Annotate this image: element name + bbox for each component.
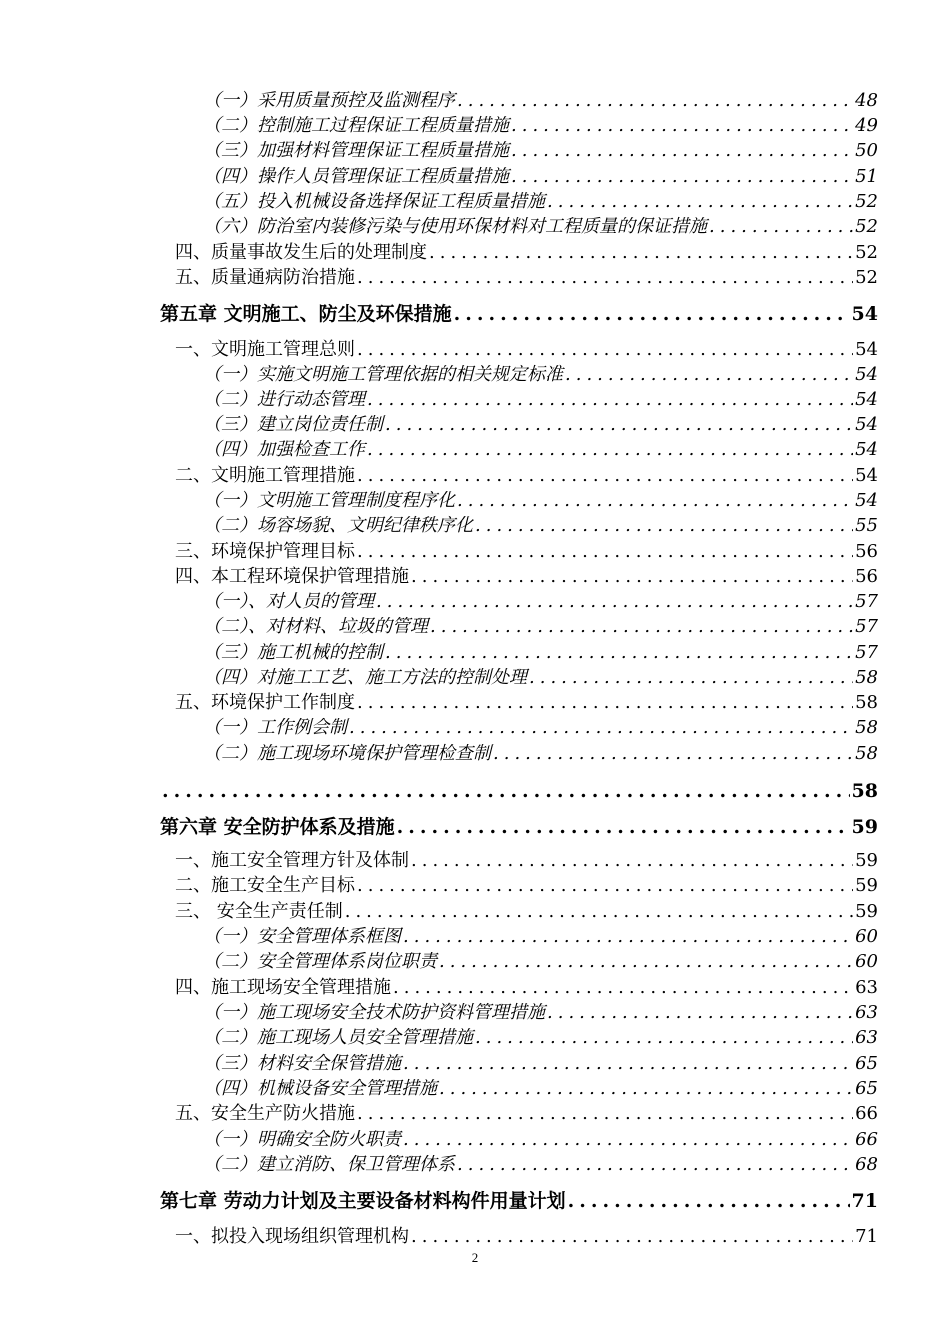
toc-entry[interactable] bbox=[175, 463, 878, 487]
toc-entry-label: （三）材料安全保管措施 bbox=[203, 1053, 401, 1074]
dot-leader bbox=[493, 743, 853, 765]
dot-leader bbox=[349, 717, 853, 739]
dot-leader bbox=[475, 515, 853, 537]
toc-entry[interactable] bbox=[203, 1025, 878, 1049]
toc-entry[interactable] bbox=[203, 362, 878, 386]
toc-entry-page: 57 bbox=[855, 591, 878, 612]
dot-leader bbox=[411, 566, 853, 588]
dot-leader bbox=[397, 816, 850, 838]
toc-entry-page: 54 bbox=[855, 364, 878, 385]
toc-entry-label: 三、 安全生产责任制 bbox=[175, 901, 343, 922]
toc-entry-label: 四、本工程环境保护管理措施 bbox=[175, 566, 409, 587]
toc-entry-label: （二）建立消防、保卫管理体系 bbox=[203, 1154, 455, 1175]
toc-entry-label: （三）建立岗位责任制 bbox=[203, 414, 383, 435]
toc-entry-label: 五、质量通病防治措施 bbox=[175, 267, 355, 288]
toc-entry-label: （二）场容场貌、文明纪律秩序化 bbox=[203, 515, 473, 536]
toc-entry-page: 71 bbox=[851, 1190, 878, 1212]
toc-entry-page: 54 bbox=[855, 465, 878, 486]
toc-entry-page: 49 bbox=[855, 115, 878, 136]
dot-leader bbox=[357, 339, 853, 361]
toc-entry-page: 71 bbox=[855, 1226, 878, 1247]
toc-entry-label: （四）操作人员管理保证工程质量措施 bbox=[203, 166, 509, 187]
toc-entry[interactable] bbox=[175, 899, 878, 923]
toc-entry[interactable] bbox=[203, 164, 878, 188]
toc-entry-label: 一、文明施工管理总则 bbox=[175, 339, 355, 360]
toc-entry[interactable] bbox=[160, 301, 878, 325]
toc-entry[interactable] bbox=[203, 614, 878, 638]
toc-entry[interactable] bbox=[203, 113, 878, 137]
toc-entry-label: （一）实施文明施工管理依据的相关规定标准 bbox=[203, 364, 563, 385]
toc-entry-page: 59 bbox=[851, 816, 878, 838]
toc-entry-page: 56 bbox=[855, 566, 878, 587]
toc-entry[interactable] bbox=[160, 778, 878, 802]
toc-entry[interactable] bbox=[203, 1051, 878, 1075]
toc-entry[interactable] bbox=[203, 513, 878, 537]
toc-entry-page: 54 bbox=[855, 339, 878, 360]
toc-entry[interactable] bbox=[175, 265, 878, 289]
toc-entry-label: （五）投入机械设备选择保证工程质量措施 bbox=[203, 191, 545, 212]
toc-entry-label: 三、环境保护管理目标 bbox=[175, 541, 355, 562]
toc-entry-page: 51 bbox=[855, 166, 878, 187]
toc-entry[interactable] bbox=[203, 88, 878, 112]
toc-entry-page: 52 bbox=[855, 242, 878, 263]
toc-entry-label: 第六章 安全防护体系及措施 bbox=[160, 816, 395, 838]
toc-entry-page: 55 bbox=[855, 515, 878, 536]
toc-entry[interactable] bbox=[175, 337, 878, 361]
dot-leader bbox=[357, 465, 853, 487]
toc-entry-label: （三）施工机械的控制 bbox=[203, 642, 383, 663]
toc-entry[interactable] bbox=[203, 412, 878, 436]
toc-entry-label: 第七章 劳动力计划及主要设备材料构件用量计划 bbox=[160, 1190, 566, 1212]
dot-leader bbox=[439, 951, 853, 973]
toc-entry-label: （一）采用质量预控及监测程序 bbox=[203, 90, 455, 111]
toc-entry-page: 58 bbox=[851, 780, 878, 802]
toc-entry-label: （一）安全管理体系框图 bbox=[203, 926, 401, 947]
dot-leader bbox=[568, 1190, 850, 1212]
toc-entry[interactable] bbox=[203, 214, 878, 238]
toc-entry-label: （一）施工现场安全技术防护资料管理措施 bbox=[203, 1002, 545, 1023]
dot-leader bbox=[403, 1129, 853, 1151]
toc-entry-label: 四、施工现场安全管理措施 bbox=[175, 977, 391, 998]
toc-entry-label: （二）进行动态管理 bbox=[203, 389, 365, 410]
toc-entry[interactable] bbox=[203, 640, 878, 664]
toc-entry-label: （一）明确安全防火职责 bbox=[203, 1129, 401, 1150]
toc-entry-page: 59 bbox=[855, 901, 878, 922]
dot-leader bbox=[345, 901, 853, 923]
dot-leader bbox=[547, 191, 853, 213]
dot-leader bbox=[457, 490, 853, 512]
toc-entry-page: 66 bbox=[855, 1129, 878, 1150]
toc-entry-page: 57 bbox=[855, 616, 878, 637]
toc-entry-label: （二）控制施工过程保证工程质量措施 bbox=[203, 115, 509, 136]
dot-leader bbox=[403, 1053, 853, 1075]
dot-leader bbox=[454, 303, 850, 325]
toc-entry-page: 59 bbox=[855, 850, 878, 871]
dot-leader bbox=[162, 780, 850, 802]
dot-leader bbox=[357, 692, 853, 714]
toc-entry-page: 54 bbox=[851, 303, 878, 325]
toc-entry[interactable] bbox=[175, 1101, 878, 1125]
dot-leader bbox=[411, 850, 853, 872]
toc-entry[interactable] bbox=[203, 665, 878, 689]
toc-entry[interactable] bbox=[203, 488, 878, 512]
toc-entry[interactable] bbox=[203, 1127, 878, 1151]
dot-leader bbox=[511, 166, 853, 188]
toc-entry-label: 二、文明施工管理措施 bbox=[175, 465, 355, 486]
toc-entry-page: 52 bbox=[855, 267, 878, 288]
toc-entry-page: 66 bbox=[855, 1103, 878, 1124]
toc-entry-page: 65 bbox=[855, 1078, 878, 1099]
toc-entry-label: （三）加强材料管理保证工程质量措施 bbox=[203, 140, 509, 161]
dot-leader bbox=[385, 642, 853, 664]
toc-entry-page: 57 bbox=[855, 642, 878, 663]
toc-entry[interactable] bbox=[160, 1188, 878, 1212]
toc-entry-page: 54 bbox=[855, 439, 878, 460]
dot-leader bbox=[385, 414, 853, 436]
toc-entry[interactable] bbox=[160, 814, 878, 838]
toc-entry-page: 60 bbox=[855, 926, 878, 947]
toc-entry-label: 一、施工安全管理方针及体制 bbox=[175, 850, 409, 871]
toc-entry-label: （二）安全管理体系岗位职责 bbox=[203, 951, 437, 972]
toc-entry[interactable] bbox=[203, 589, 878, 613]
toc-entry-label: （一）工作例会制 bbox=[203, 717, 347, 738]
dot-leader bbox=[511, 140, 853, 162]
toc-entry[interactable] bbox=[203, 387, 878, 411]
toc-entry-page: 60 bbox=[855, 951, 878, 972]
toc-entry-label: 一、拟投入现场组织管理机构 bbox=[175, 1226, 409, 1247]
toc-entry-label: （四）对施工工艺、施工方法的控制处理 bbox=[203, 667, 527, 688]
dot-leader bbox=[376, 591, 853, 613]
dot-leader bbox=[457, 90, 853, 112]
toc-entry[interactable] bbox=[203, 715, 878, 739]
toc-entry[interactable] bbox=[203, 741, 878, 765]
toc-entry-page: 63 bbox=[855, 1027, 878, 1048]
toc-entry-label: 四、质量事故发生后的处理制度 bbox=[175, 242, 427, 263]
dot-leader bbox=[403, 926, 853, 948]
dot-leader bbox=[511, 115, 853, 137]
toc-entry-page: 59 bbox=[855, 875, 878, 896]
dot-leader bbox=[475, 1027, 853, 1049]
dot-leader bbox=[565, 364, 853, 386]
dot-leader bbox=[367, 439, 853, 461]
dot-leader bbox=[547, 1002, 853, 1024]
dot-leader bbox=[529, 667, 853, 689]
toc-entry-page: 65 bbox=[855, 1053, 878, 1074]
toc-entry-page: 56 bbox=[855, 541, 878, 562]
toc-entry-label: 五、环境保护工作制度 bbox=[175, 692, 355, 713]
toc-entry-label: 五、安全生产防火措施 bbox=[175, 1103, 355, 1124]
toc-entry-page: 54 bbox=[855, 490, 878, 511]
toc-entry[interactable] bbox=[203, 138, 878, 162]
toc-entry[interactable] bbox=[175, 1224, 878, 1248]
dot-leader bbox=[439, 1078, 853, 1100]
toc-entry-label: （四）机械设备安全管理措施 bbox=[203, 1078, 437, 1099]
toc-entry-page: 58 bbox=[855, 743, 878, 764]
dot-leader bbox=[357, 875, 853, 897]
dot-leader bbox=[393, 977, 853, 999]
dot-leader bbox=[357, 1103, 853, 1125]
toc-entry-label: （四）加强检查工作 bbox=[203, 439, 365, 460]
toc-entry-label: （一）、对人员的管理 bbox=[203, 591, 374, 612]
toc-entry[interactable] bbox=[175, 975, 878, 999]
toc-entry-page: 52 bbox=[855, 191, 878, 212]
page-number: 2 bbox=[471, 1250, 479, 1265]
toc-entry-page: 58 bbox=[855, 692, 878, 713]
toc-entry-label: （二）施工现场环境保护管理检查制 bbox=[203, 743, 491, 764]
toc-entry-page: 63 bbox=[855, 977, 878, 998]
dot-leader bbox=[367, 389, 853, 411]
toc-entry-page: 50 bbox=[855, 140, 878, 161]
toc-entry-label: （一）文明施工管理制度程序化 bbox=[203, 490, 455, 511]
toc-entry[interactable] bbox=[203, 1076, 878, 1100]
toc-entry-label: （二）、对材料、垃圾的管理 bbox=[203, 616, 428, 637]
dot-leader bbox=[357, 267, 853, 289]
toc-entry[interactable] bbox=[175, 539, 878, 563]
toc-entry-label: 二、施工安全生产目标 bbox=[175, 875, 355, 896]
toc-entry[interactable] bbox=[203, 1000, 878, 1024]
toc-entry-label: （二）施工现场人员安全管理措施 bbox=[203, 1027, 473, 1048]
toc-entry[interactable] bbox=[175, 848, 878, 872]
toc-entry[interactable] bbox=[203, 437, 878, 461]
toc-entry[interactable] bbox=[203, 949, 878, 973]
toc-entry[interactable] bbox=[203, 1152, 878, 1176]
toc-entry-page: 48 bbox=[855, 90, 878, 111]
dot-leader bbox=[411, 1226, 853, 1248]
toc-entry[interactable] bbox=[203, 189, 878, 213]
dot-leader bbox=[429, 242, 853, 264]
toc-entry-page: 58 bbox=[855, 667, 878, 688]
dot-leader bbox=[430, 616, 853, 638]
dot-leader bbox=[709, 216, 853, 238]
toc-entry-label: （六）防治室内装修污染与使用环保材料对工程质量的保证措施 bbox=[203, 216, 707, 237]
toc-entry-page: 52 bbox=[855, 216, 878, 237]
toc-entry[interactable] bbox=[175, 564, 878, 588]
dot-leader bbox=[457, 1154, 853, 1176]
dot-leader bbox=[357, 541, 853, 563]
toc-entry[interactable] bbox=[175, 873, 878, 897]
toc-entry[interactable] bbox=[175, 240, 878, 264]
toc-entry-page: 54 bbox=[855, 414, 878, 435]
toc-entry-page: 54 bbox=[855, 389, 878, 410]
toc-entry-label: 第五章 文明施工、防尘及环保措施 bbox=[160, 303, 452, 325]
toc-entry[interactable] bbox=[203, 924, 878, 948]
toc-entry-page: 63 bbox=[855, 1002, 878, 1023]
toc-entry[interactable] bbox=[175, 690, 878, 714]
toc-entry-page: 58 bbox=[855, 717, 878, 738]
toc-entry-page: 68 bbox=[855, 1154, 878, 1175]
